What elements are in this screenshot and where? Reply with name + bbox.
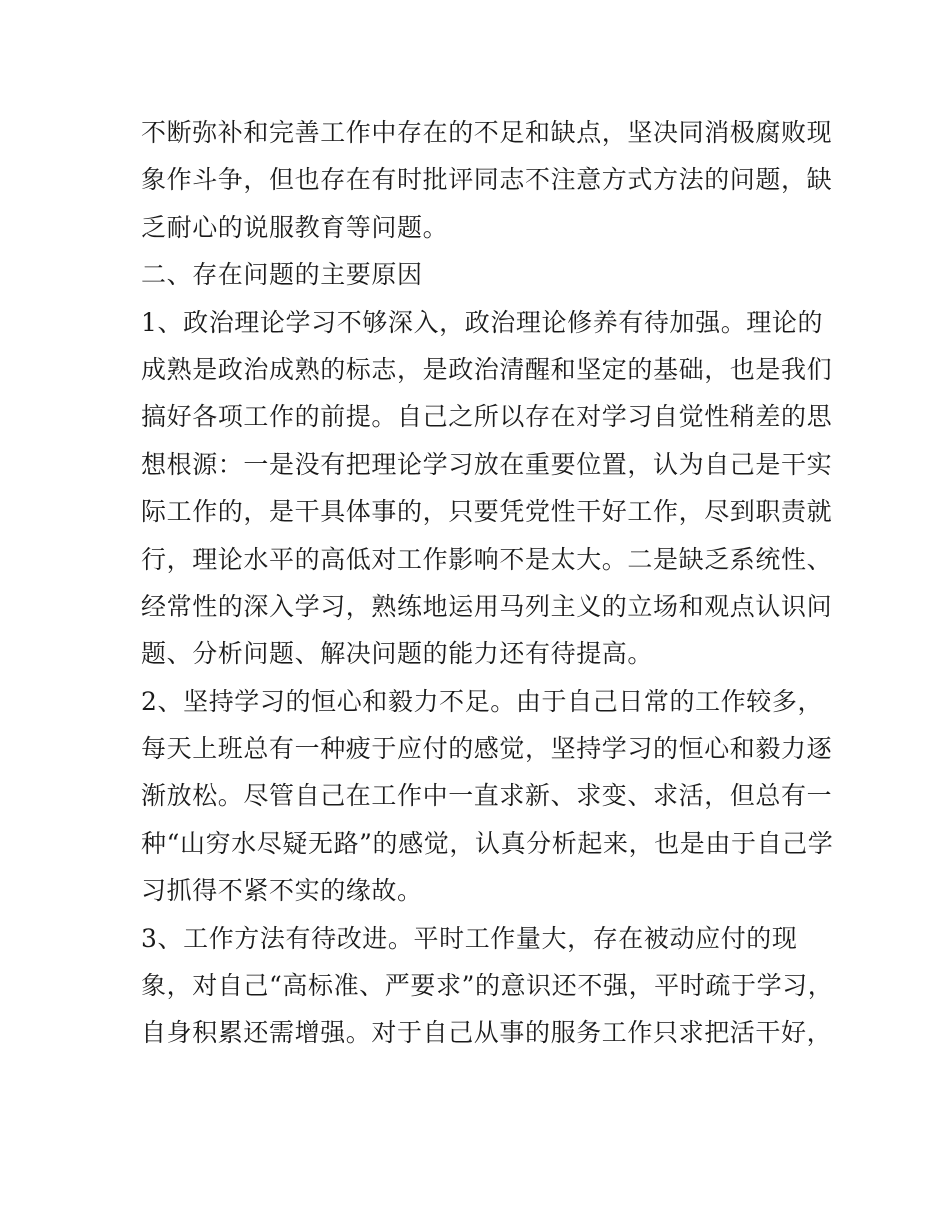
text-line: 2、坚持学习的恒心和毅力不足。由于自己日常的工作较多， — [141, 686, 824, 716]
document-body — [141, 109, 834, 1057]
text-line: 题、分析问题、解决问题的能力还有待提高。 — [141, 639, 654, 669]
text-line: 成熟是政治成熟的标志，是政治清醒和坚定的基础，也是我们 — [141, 354, 833, 384]
text-line: 习抓得不紧不实的缘故。 — [141, 876, 423, 906]
text-line: 际工作的，是干具体事的，只要凭党性干好工作，尽到职责就 — [141, 497, 833, 527]
text-line: 想根源：一是没有把理论学习放在重要位置，认为自己是干实 — [141, 449, 833, 479]
text-line: 不断弥补和完善工作中存在的不足和缺点，坚决同消极腐败现 — [141, 118, 833, 147]
text-line: 种“山穷水尽疑无路”的感觉，认真分析起来，也是由于自己学 — [141, 828, 834, 858]
text-line: 乏耐心的说服教育等问题。 — [141, 212, 449, 242]
text-line: 每天上班总有一种疲于应付的感觉，坚持学习的恒心和毅力逐 — [141, 734, 833, 764]
text-line: 渐放松。尽管自己在工作中一直求新、求变、求活，但总有一 — [141, 781, 833, 811]
section-heading: 二、存在问题的主要原因 — [141, 260, 423, 290]
text-line: 象，对自己“高标准、严要求”的意识还不强，平时疏于学习， — [141, 971, 834, 1001]
text-line: 行，理论水平的高低对工作影响不是太大。二是缺乏系统性、 — [141, 544, 833, 574]
text-line: 3、工作方法有待改进。平时工作量大，存在被动应付的现 — [141, 923, 798, 953]
text-line: 自身积累还需增强。对于自己从事的服务工作只求把活干好， — [141, 1018, 833, 1048]
text-line: 搞好各项工作的前提。自己之所以存在对学习自觉性稍差的思 — [141, 402, 833, 432]
text-line: 1、政治理论学习不够深入，政治理论修养有待加强。理论的 — [141, 307, 824, 337]
text-line: 象作斗争，但也存在有时批评同志不注意方式方法的问题，缺 — [141, 165, 833, 195]
text-line: 经常性的深入学习，熟练地运用马列主义的立场和观点认识问 — [141, 591, 833, 621]
